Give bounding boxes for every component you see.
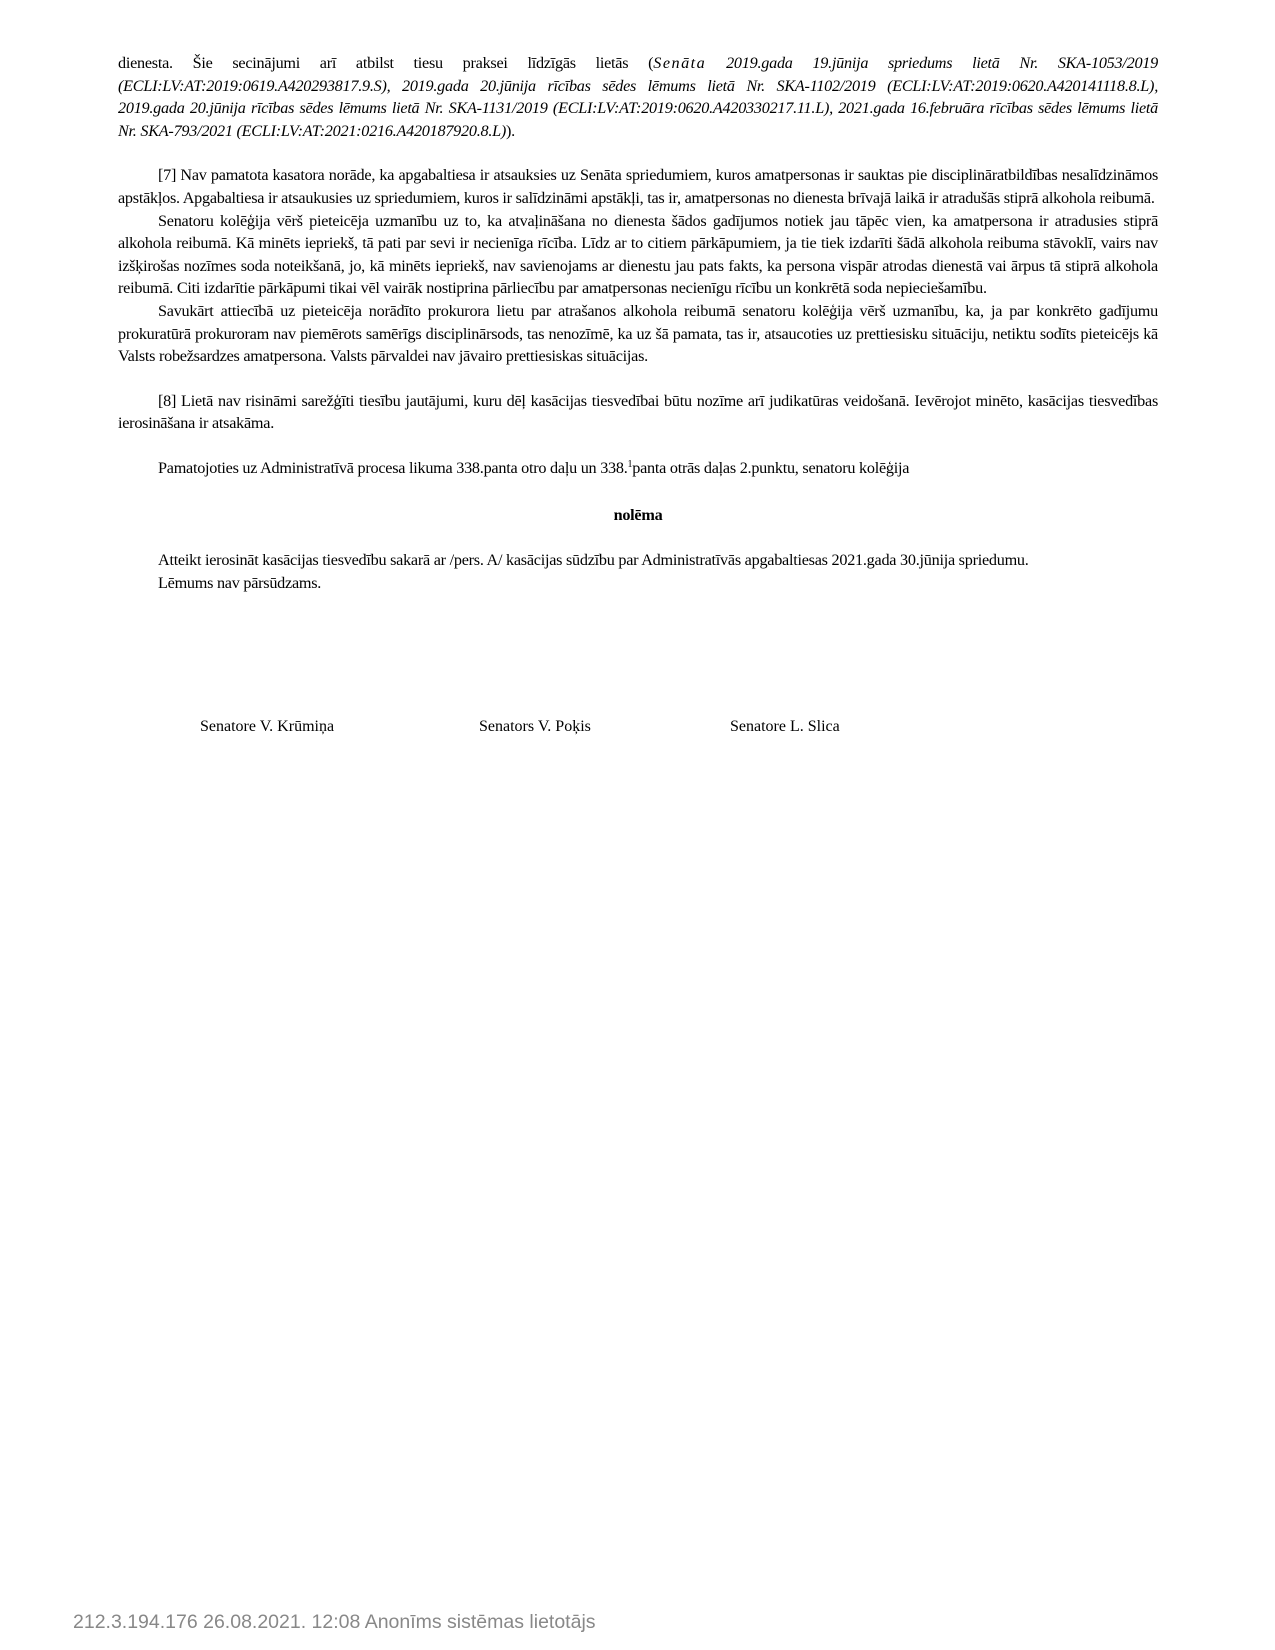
access-log-footer: 212.3.194.176 26.08.2021. 12:08 Anonīms sistēmas lietotājs: [73, 1611, 596, 1633]
case-citations: 2019.gada 19.jūnija spriedums lietā Nr. SKA-1053/2019 (ECLI:LV:AT:2019:0619.A420293817.9.S), 2019.gada 20.jūnija rīcības sēdes lēmums lietā Nr. SKA-1102/2019 (ECLI:LV:AT:2019:0620.A420141118.8.L), 2019.gada 20.jūnija rīcības sēdes lēmums lietā Nr. SKA-1131/2019 (ECLI:LV:AT:2019:0620.A420330217.11.L), 2021.gada 16.februāra rīcības sēdes lēmums lietā Nr. SKA-793/2021 (ECLI:LV:AT:2021:0216.A420187920.8.L): [118, 54, 1158, 140]
paragraph-case-law: [118, 52, 1158, 142]
legal-basis-text-end: panta otrās daļas 2.punktu, senatoru kolēģija: [632, 458, 910, 477]
paragraph-lead: dienesta. Šie secinājumi arī atbilst tiesu praksei līdzīgās lietās (: [118, 54, 654, 72]
decision-text: Atteikt ierosināt kasācijas tiesvedību sakarā ar /pers. A/ kasācijas sūdzību par Administratīvās apgabaltiesas 2021.gada 30.jūnija spriedumu.: [158, 551, 1029, 570]
paragraph-8: [8] Lietā nav risināmi sarežģīti tiesību jautājumi, kuru dēļ kasācijas tiesvedībai būtu nozīme arī judikatūras veidošanā. Ievērojot minēto, kasācijas tiesvedības ierosināšana ir atsakāma.: [118, 391, 1158, 433]
paragraph-7: [7] Nav pamatota kasatora norāde, ka apgabaltiesa ir atsauksies uz Senāta spriedumiem, kuros amatpersonas ir sauktas pie disciplināratbildības nesalīdzināmos apstākļos. Apgabaltiesa ir atsaukusies uz spriedumiem, kuros ir salīdzināmi apstākļi, tas ir, amatpersonas no dienesta brīvajā laikā ir atradušās stiprā alkohola reibumā.: [118, 166, 1158, 207]
article-superscript: 1: [627, 458, 633, 470]
paragraph-7-continued: Senatoru kolēģija vērš pieteicēja uzmanību uz to, ka atvaļināšana no dienesta šādos gadījumos notiek jau tāpēc vien, ka amatpersona ir atradusies stiprā alkohola reibumā. Kā minēts iepriekš, tā pati par sevi ir necienīga rīcība. Līdz ar to citiem pārkāpumiem, ja tie tiek izdarīti šādā alkohola reibuma stāvoklī, vairs nav izšķirošas nozīmes soda noteikšanā, jo, kā minēts iepriekš, nav savienojams ar dienestu jau pats fakts, ka persona vispār atrodas dienestā vai ārpus tā stiprā alkohola reibumā. Citi izdarītie pārkāpumi tikai vēl vairāk nostiprina pārliecību par amatpersonas necienīgu rīcību un konkrētā soda nepieciešamību.: [118, 211, 1158, 298]
senata-word: Senāta: [653, 54, 707, 72]
signature-senator-3: Senatore L. Slica: [730, 718, 840, 735]
ruling-heading: nolēma: [613, 505, 663, 524]
legal-basis-text: Pamatojoties uz Administratīvā procesa likuma 338.panta otro daļu un 338.: [158, 458, 628, 477]
decision-block: [118, 549, 1158, 594]
document-body: [118, 52, 1158, 594]
appeal-note: Lēmums nav pārsūdzams.: [158, 573, 322, 592]
signature-row: [0, 718, 1275, 742]
paragraph-tail: ).: [506, 121, 515, 140]
legal-basis: [118, 457, 1158, 480]
signature-senator-2: Senators V. Poķis: [479, 718, 591, 735]
paragraph-7-final: Savukārt attiecībā uz pieteicēja norādīto prokurora lietu par atrašanos alkohola reibumā senatoru kolēģija vērš uzmanību, ka, ja par konkrēto gadījumu prokuratūrā prokuroram nav piemērots samērīgs disciplinārsods, tas nenozīmē, ka uz šā pamata, tas ir, atsaucoties uz prettiesisku situāciju, netiktu sodīts pieteicējs kā Valsts robežsardzes amatpersona. Valsts pārvaldei nav jāvairo prettiesiskas situācijas.: [118, 301, 1158, 366]
signature-senator-1: Senatore V. Krūmiņa: [200, 718, 335, 735]
